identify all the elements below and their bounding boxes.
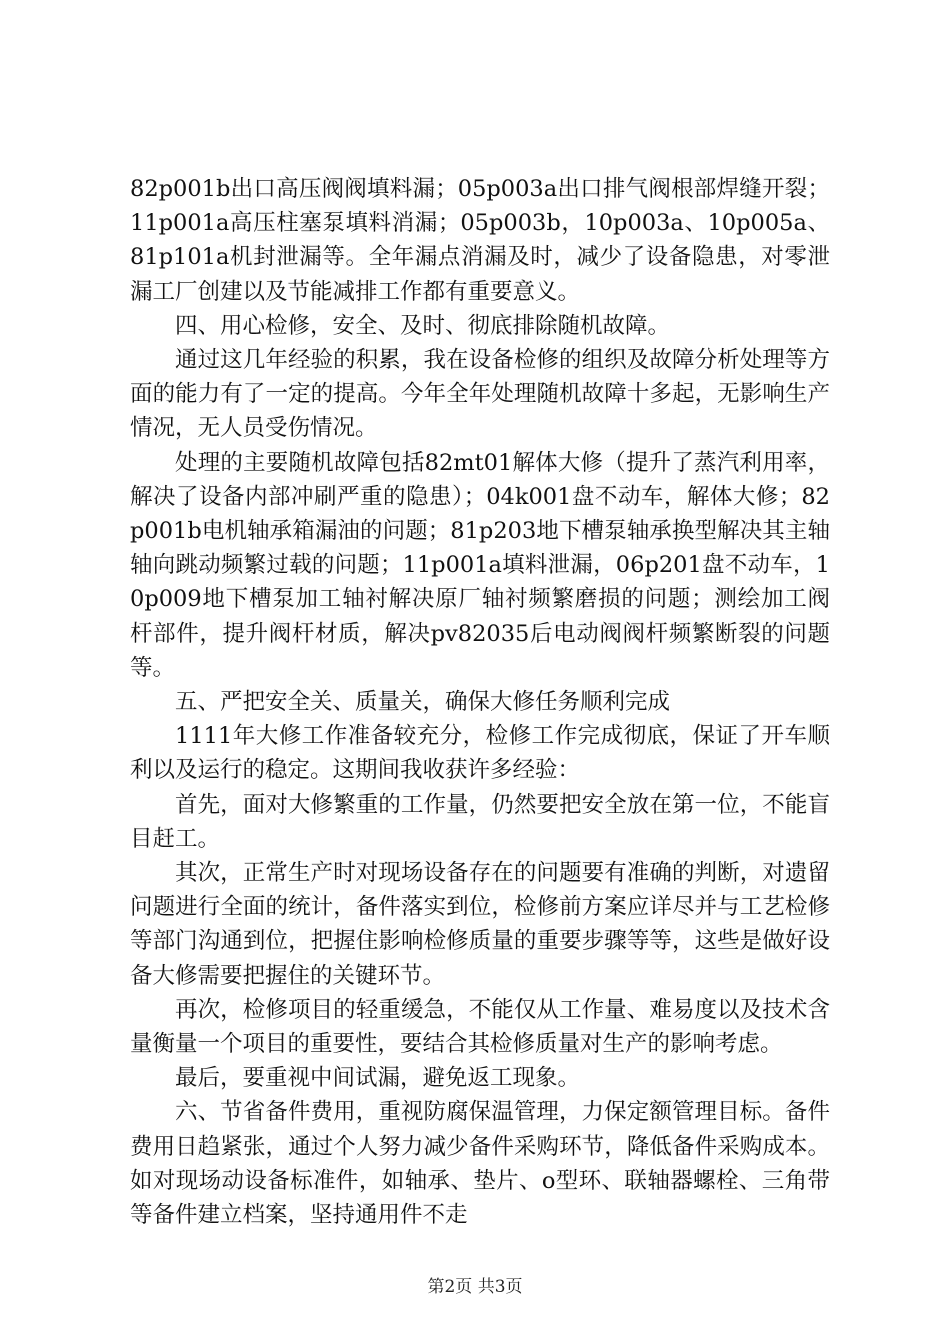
section-heading-5: 五、严把安全关、质量关，确保大修任务顺利完成 bbox=[175, 689, 671, 716]
page-number-footer: 第2页 共3页 bbox=[427, 1277, 523, 1297]
body-paragraph: 首先，面对大修繁重的工作量，仍然要把安全放在第一位，不能盲目赶工。 bbox=[130, 791, 830, 852]
document-body bbox=[130, 172, 830, 1232]
body-paragraph: 1111年大修工作准备较充分，检修工作完成彻底，保证了开车顺利以及运行的稳定。这期间我收获许多经验： bbox=[130, 723, 830, 784]
body-paragraph: 通过这几年经验的积累，我在设备检修的组织及故障分析处理等方面的能力有了一定的提高。今年全年处理随机故障十多起，无影响生产情况，无人员受伤情况。 bbox=[130, 347, 830, 442]
section-heading-4: 四、用心检修，安全、及时、彻底排除随机故障。 bbox=[175, 312, 671, 339]
body-paragraph-continuation: 82p001b出口高压阀阀填料漏；05p003a出口排气阀根部焊缝开裂；11p001a高压柱塞泵填料消漏；05p003b，10p003a、10p005a、81p101a机封泄漏等。全年漏点消漏及时，减少了设备隐患，对零泄漏工厂创建以及节能减排工作都有重要意义。 bbox=[130, 176, 830, 305]
body-paragraph: 其次，正常生产时对现场设备存在的问题要有准确的判断，对遗留问题进行全面的统计，备件落实到位，检修前方案应详尽并与工艺检修等部门沟通到位，把握住影响检修质量的重要步骤等等，这些是做好设备大修需要把握住的关键环节。 bbox=[130, 860, 830, 989]
section-heading-6: 六、节省备件费用，重视防腐保温管理，力保定额管理目标。备件费用日趋紧张，通过个人努力减少备件采购环节，降低备件采购成本。如对现场动设备标准件，如轴承、垫片、o型环、联轴器螺栓、三角带等备件建立档案，坚持通用件不走 bbox=[130, 1099, 830, 1229]
body-paragraph: 最后，要重视中间试漏，避免返工现象。 bbox=[175, 1065, 581, 1092]
body-paragraph: 再次，检修项目的轻重缓急，不能仅从工作量、难易度以及技术含量衡量一个项目的重要性，要结合其检修质量对生产的影响考虑。 bbox=[130, 996, 830, 1058]
body-paragraph: 处理的主要随机故障包括82mt01解体大修（提升了蒸汽利用率，解决了设备内部冲刷严重的隐患）；04k001盘不动车，解体大修；82p001b电机轴承箱漏油的问题；81p203地下槽泵轴承换型解决其主轴轴向跳动频繁过载的问题；11p001a填料泄漏，06p201盘不动车，10p009地下槽泵加工轴衬解决原厂轴衬频繁磨损的问题；测绘加工阀杆部件，提升阀杆材质，解决pv82035后电动阀阀杆频繁断裂的问题等。 bbox=[130, 449, 830, 681]
